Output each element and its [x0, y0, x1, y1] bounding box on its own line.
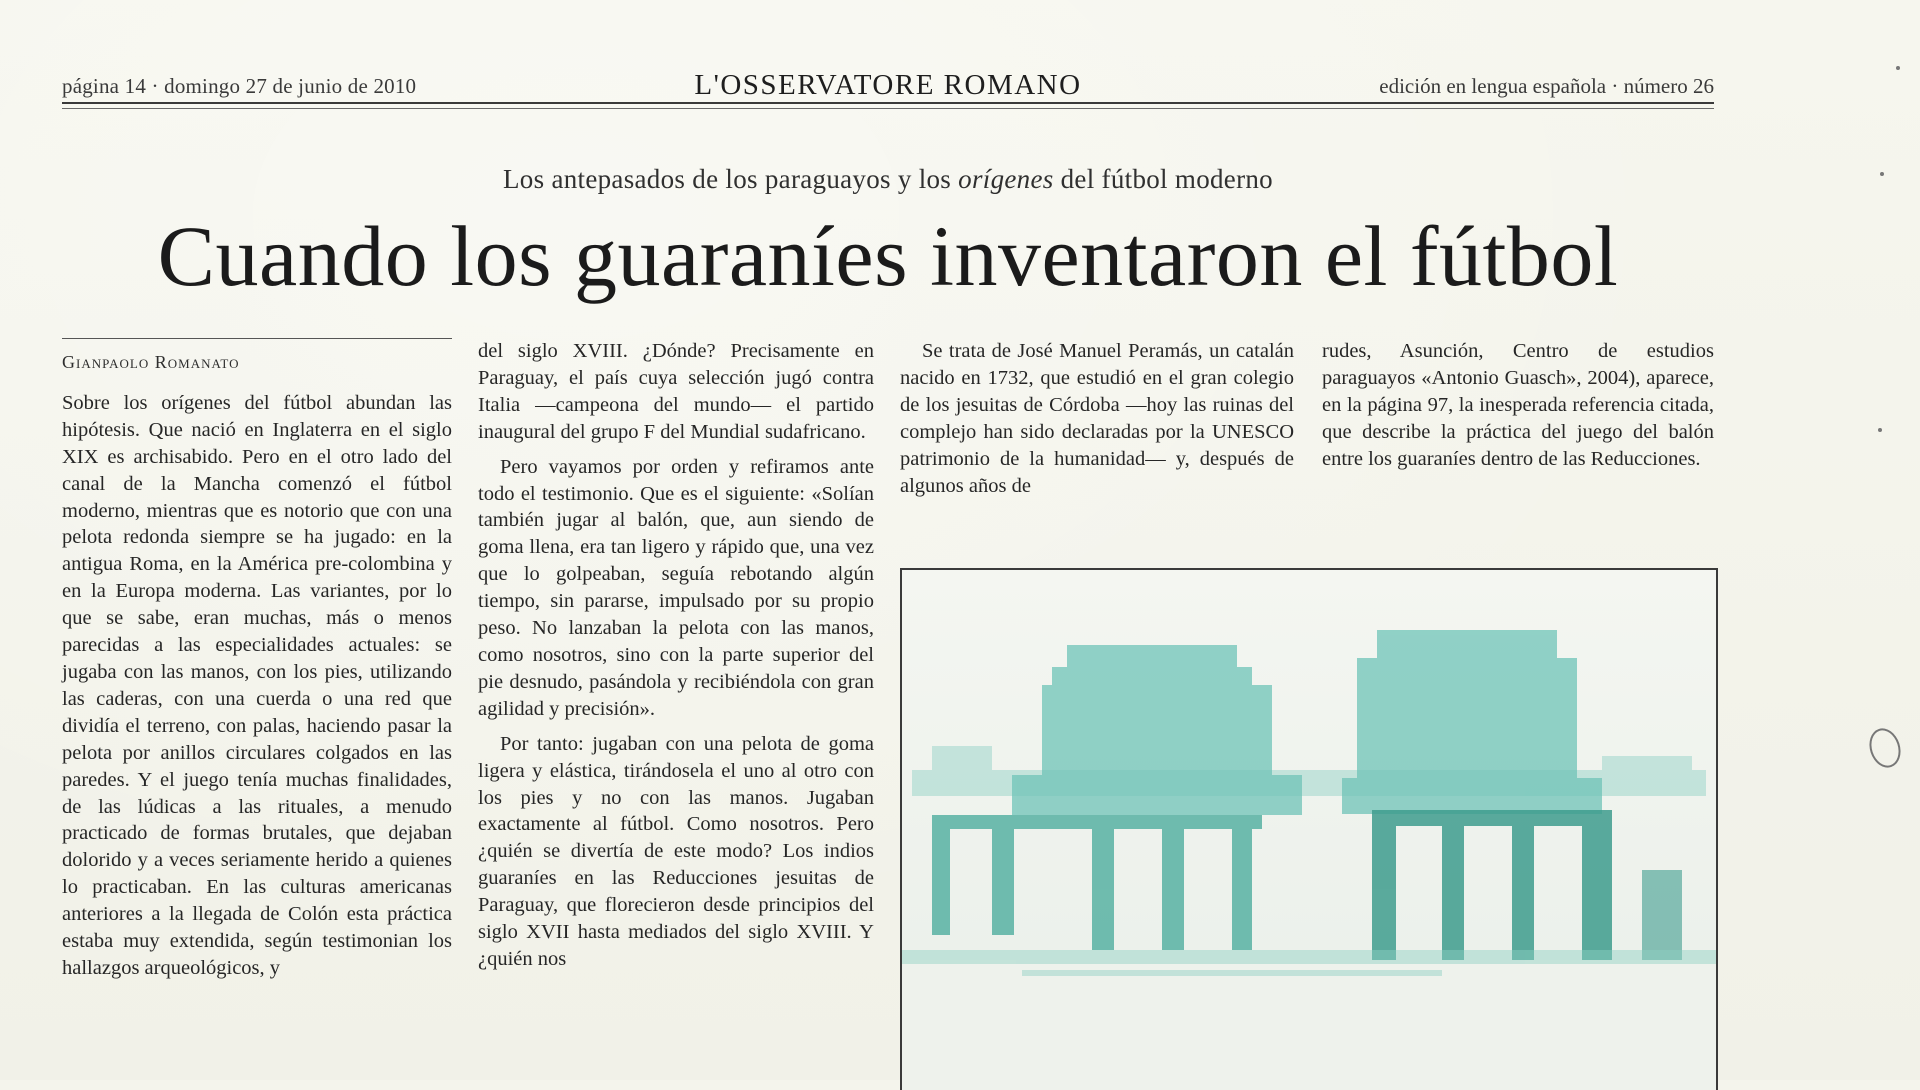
article-photo-ruins — [900, 568, 1718, 1090]
article-byline: Gianpaolo Romanato — [62, 352, 240, 372]
column-1-paragraph: Sobre los orígenes del fútbol abundan las hipótesis. Que nació en Inglaterra en el siglo XIX es archisabido. Pero en el otro lado del canal de la Mancha comenzó el fútbol moderno, mientras que es notorio que con una pelota redonda siempre se ha jugado: en la antigua Roma, en la América pre-colombina y en la Europa moderna. Las variantes, por lo que se sabe, eran muchas, más o menos parecidas a las especialidades actuales: se jugaba con las manos, con los pies, utilizando las caderas, con una cuerda o una red que dividía el terreno, con palas, haciendo pasar la pelota por anillos circulares colgados en las paredes. Y el juego tenía muchas finalidades, de las lúdicas a las rituales, a menudo practicado de formas brutales, que dejaban dolorido y a veces seriamente herido a quienes lo practicaban. En las culturas americanas anteriores a la llegada de Colón esta práctica estaba muy extendida, según testimonian los hallazgos arqueológicos, y — [62, 391, 452, 979]
column-3-paragraph: Se trata de José Manuel Peramás, un catalán nacido en 1732, que estudió en el gran colegio de los jesuitas de Córdoba —hoy las ruinas del complejo han sido declaradas por la UNESCO patrimonio de la humanidad— y, después de algunos años de — [900, 340, 1294, 497]
column-4-paragraph: rudes, Asunción, Centro de estudios paraguayos «Antonio Guasch», 2004), aparece, en la página 97, la inesperada referencia citada, que describe la práctica del juego del balón entre los guaraníes dentro de las Reducciones. — [1322, 340, 1714, 470]
kicker-text-italic: orígenes — [958, 164, 1054, 194]
article-column-2 — [478, 338, 874, 973]
masthead-rule — [62, 102, 1714, 109]
article-column-1 — [62, 338, 452, 982]
masthead-page-date: página 14 · domingo 27 de junio de 2010 — [62, 74, 417, 98]
masthead-newspaper-title: L'OSSERVATORE ROMANO — [694, 69, 1082, 101]
margin-stain-mark — [1865, 724, 1906, 771]
speck — [1878, 428, 1882, 432]
article-column-3 — [900, 338, 1294, 499]
ruins-illustration — [902, 570, 1716, 1090]
kicker-text-before: Los antepasados de los paraguayos y los — [503, 164, 959, 194]
masthead — [62, 69, 1714, 102]
article-kicker — [62, 164, 1714, 195]
column-2-paragraph-2: Pero vayamos por orden y refiramos ante todo el testimonio. Que es el siguiente: «Solían también jugar al balón, que, aun siendo de goma llena, era tan ligero y rápido que, una vez que lo golpeaban, seguía rebotando algún tiempo, sin pararse, impulsado por su propio peso. No lanzaban la pelota con las manos, como nosotros, sino con la parte superior del pie desnudo, pasándola y recibiéndola con gran agilidad y precisión». — [478, 455, 874, 720]
speck — [1880, 172, 1884, 176]
masthead-edition: edición en lengua española · número 26 — [1379, 74, 1714, 98]
speck — [1896, 66, 1900, 70]
article-column-4 — [1322, 338, 1714, 473]
kicker-text-after: del fútbol moderno — [1053, 164, 1273, 194]
column-2-paragraph-3: Por tanto: jugaban con una pelota de goma ligera y elástica, tirándosela el uno al otro con los pies y no con las manos. Jugaban exactamente al fútbol. Como nosotros. Pero ¿quién se divertía de este modo? Los indios guaraníes en las Reducciones jesuitas de Paraguay, que florecieron desde principios del siglo XVII hasta mediados del siglo XVIII. Y ¿quién nos — [478, 732, 874, 970]
column-2-paragraph-1: del siglo XVIII. ¿Dónde? Precisamente en Paraguay, el país cuya selección jugó contra Italia —campeona del mundo— el partido inaugural del grupo F del Mundial sudafricano. — [478, 340, 874, 443]
article-headline: Cuando los guaraníes inventaron el fútbol — [157, 208, 1619, 304]
